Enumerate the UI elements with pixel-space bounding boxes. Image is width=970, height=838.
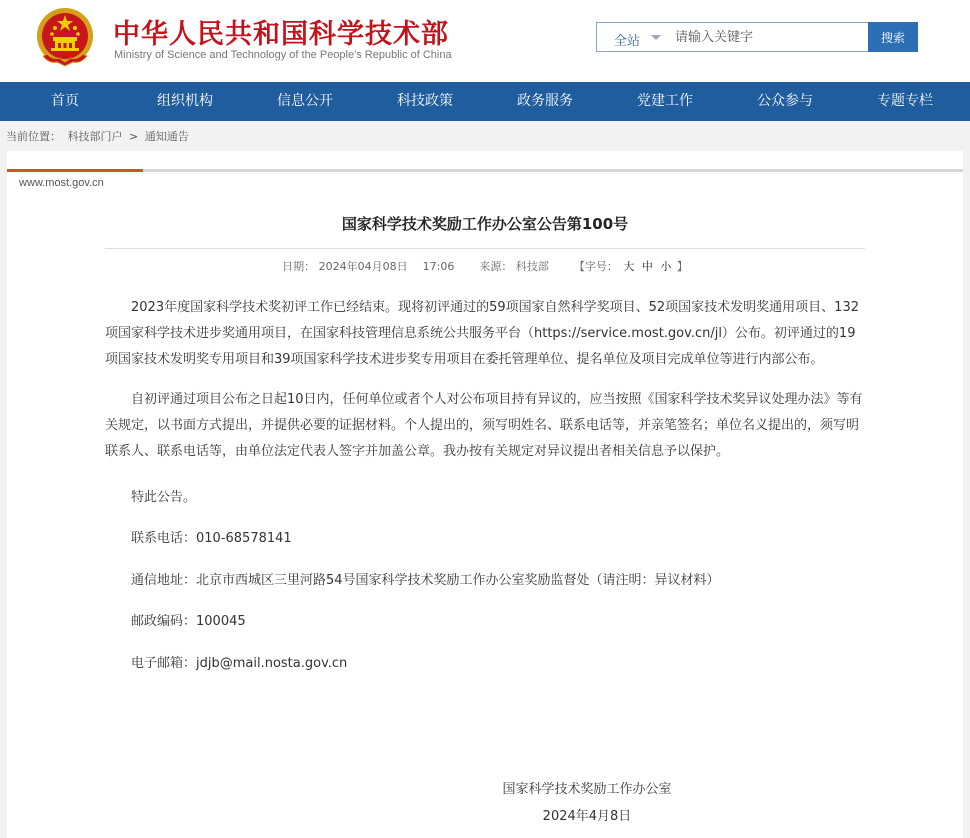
search-input[interactable] <box>667 22 876 52</box>
nav-item-public[interactable]: 公众参与 <box>757 93 813 109</box>
publish-date: 2024年04月08日 <box>318 260 408 273</box>
font-size-small-button[interactable]: 小 <box>660 260 672 273</box>
title-divider <box>105 248 865 249</box>
source-value: 科技部 <box>515 260 549 273</box>
main-nav <box>0 82 970 121</box>
article-title: 国家科学技术奖励工作办公室公告第100号 <box>341 215 629 233</box>
breadcrumb-home-link[interactable]: 科技部门户 <box>67 130 123 143</box>
content-divider-accent <box>7 169 143 172</box>
source-label: 来源： <box>479 260 513 273</box>
contact-phone: 联系电话：010-68578141 <box>131 531 292 546</box>
breadcrumb-separator: > <box>129 130 139 143</box>
site-subtitle: Ministry of Science and Technology of the People's Republic of China <box>114 49 452 61</box>
search-scope-select[interactable] <box>596 22 668 52</box>
signature-org: 国家科学技术奖励工作办公室 <box>502 782 672 797</box>
nav-item-party[interactable]: 党建工作 <box>637 93 693 109</box>
nav-item-organization[interactable]: 组织机构 <box>157 93 213 109</box>
font-size-close: 】 <box>676 260 688 273</box>
signature-date: 2024年4月8日 <box>542 809 632 824</box>
article-paragraph: 自初评通过项目公布之日起10日内，任何单位或者个人对公布项目持有异议的，应当按照《国家科学技术奖异议处理办法》等有关规定，以书面方式提出，并提供必要的证据材料。个人提出的，须写明姓名、联系电话等，并亲笔签名；单位名义提出的，须写明联系人、联系电话等，由单位法定代表人签字并加盖公章。我办按有关规定对异议提出者相关信息予以保护。 <box>105 392 863 459</box>
site-header <box>0 0 970 82</box>
nav-item-home[interactable]: 首页 <box>51 93 79 109</box>
national-emblem-icon[interactable] <box>35 6 95 70</box>
search-button[interactable]: 搜索 <box>868 22 918 52</box>
article-panel <box>7 151 963 838</box>
font-size-large-button[interactable]: 大 <box>623 260 635 273</box>
caret-down-icon <box>651 35 661 40</box>
contact-postcode: 邮政编码：100045 <box>131 614 246 629</box>
publish-time: 17:06 <box>422 260 455 273</box>
contact-address: 通信地址：北京市西城区三里河路54号国家科学技术奖励工作办公室奖励监督处（请注明：异议材料） <box>131 573 720 588</box>
contact-email: 电子邮箱：jdjb@mail.nosta.gov.cn <box>131 656 348 671</box>
article-meta <box>7 258 963 274</box>
site-title[interactable]: 中华人民共和国科学技术部 <box>113 19 449 50</box>
article-paragraph: 2023年度国家科学技术奖初评工作已经结束。现将初评通过的59项国家自然科学奖项目、52项国家技术发明奖通用项目、132项国家科学技术进步奖通用项目，在国家科技管理信息系统公共服务平台（https://service.most.gov.cn/jl）公布。初评通过的19项国家技术发明奖专用项目和39项国家科学技术进步奖专用项目在委托管理单位、提名单位及项目完成单位等进行内部公布。 <box>105 300 859 367</box>
breadcrumb <box>6 128 192 144</box>
nav-item-services[interactable]: 政务服务 <box>517 93 573 109</box>
closing-line: 特此公告。 <box>131 490 197 505</box>
font-size-medium-button[interactable]: 中 <box>641 260 653 273</box>
nav-item-info-disclosure[interactable]: 信息公开 <box>277 93 333 109</box>
nav-item-policy[interactable]: 科技政策 <box>397 93 453 109</box>
nav-item-topics[interactable]: 专题专栏 <box>877 93 933 109</box>
content-divider <box>7 169 963 172</box>
font-size-label: 【字号： <box>573 260 618 273</box>
date-label: 日期： <box>282 260 316 273</box>
site-domain: www.most.gov.cn <box>19 177 104 189</box>
search-box <box>596 22 918 52</box>
breadcrumb-prefix: 当前位置： <box>6 130 61 143</box>
breadcrumb-current-link[interactable]: 通知通告 <box>144 130 189 143</box>
search-scope-value: 全站 <box>614 34 641 49</box>
